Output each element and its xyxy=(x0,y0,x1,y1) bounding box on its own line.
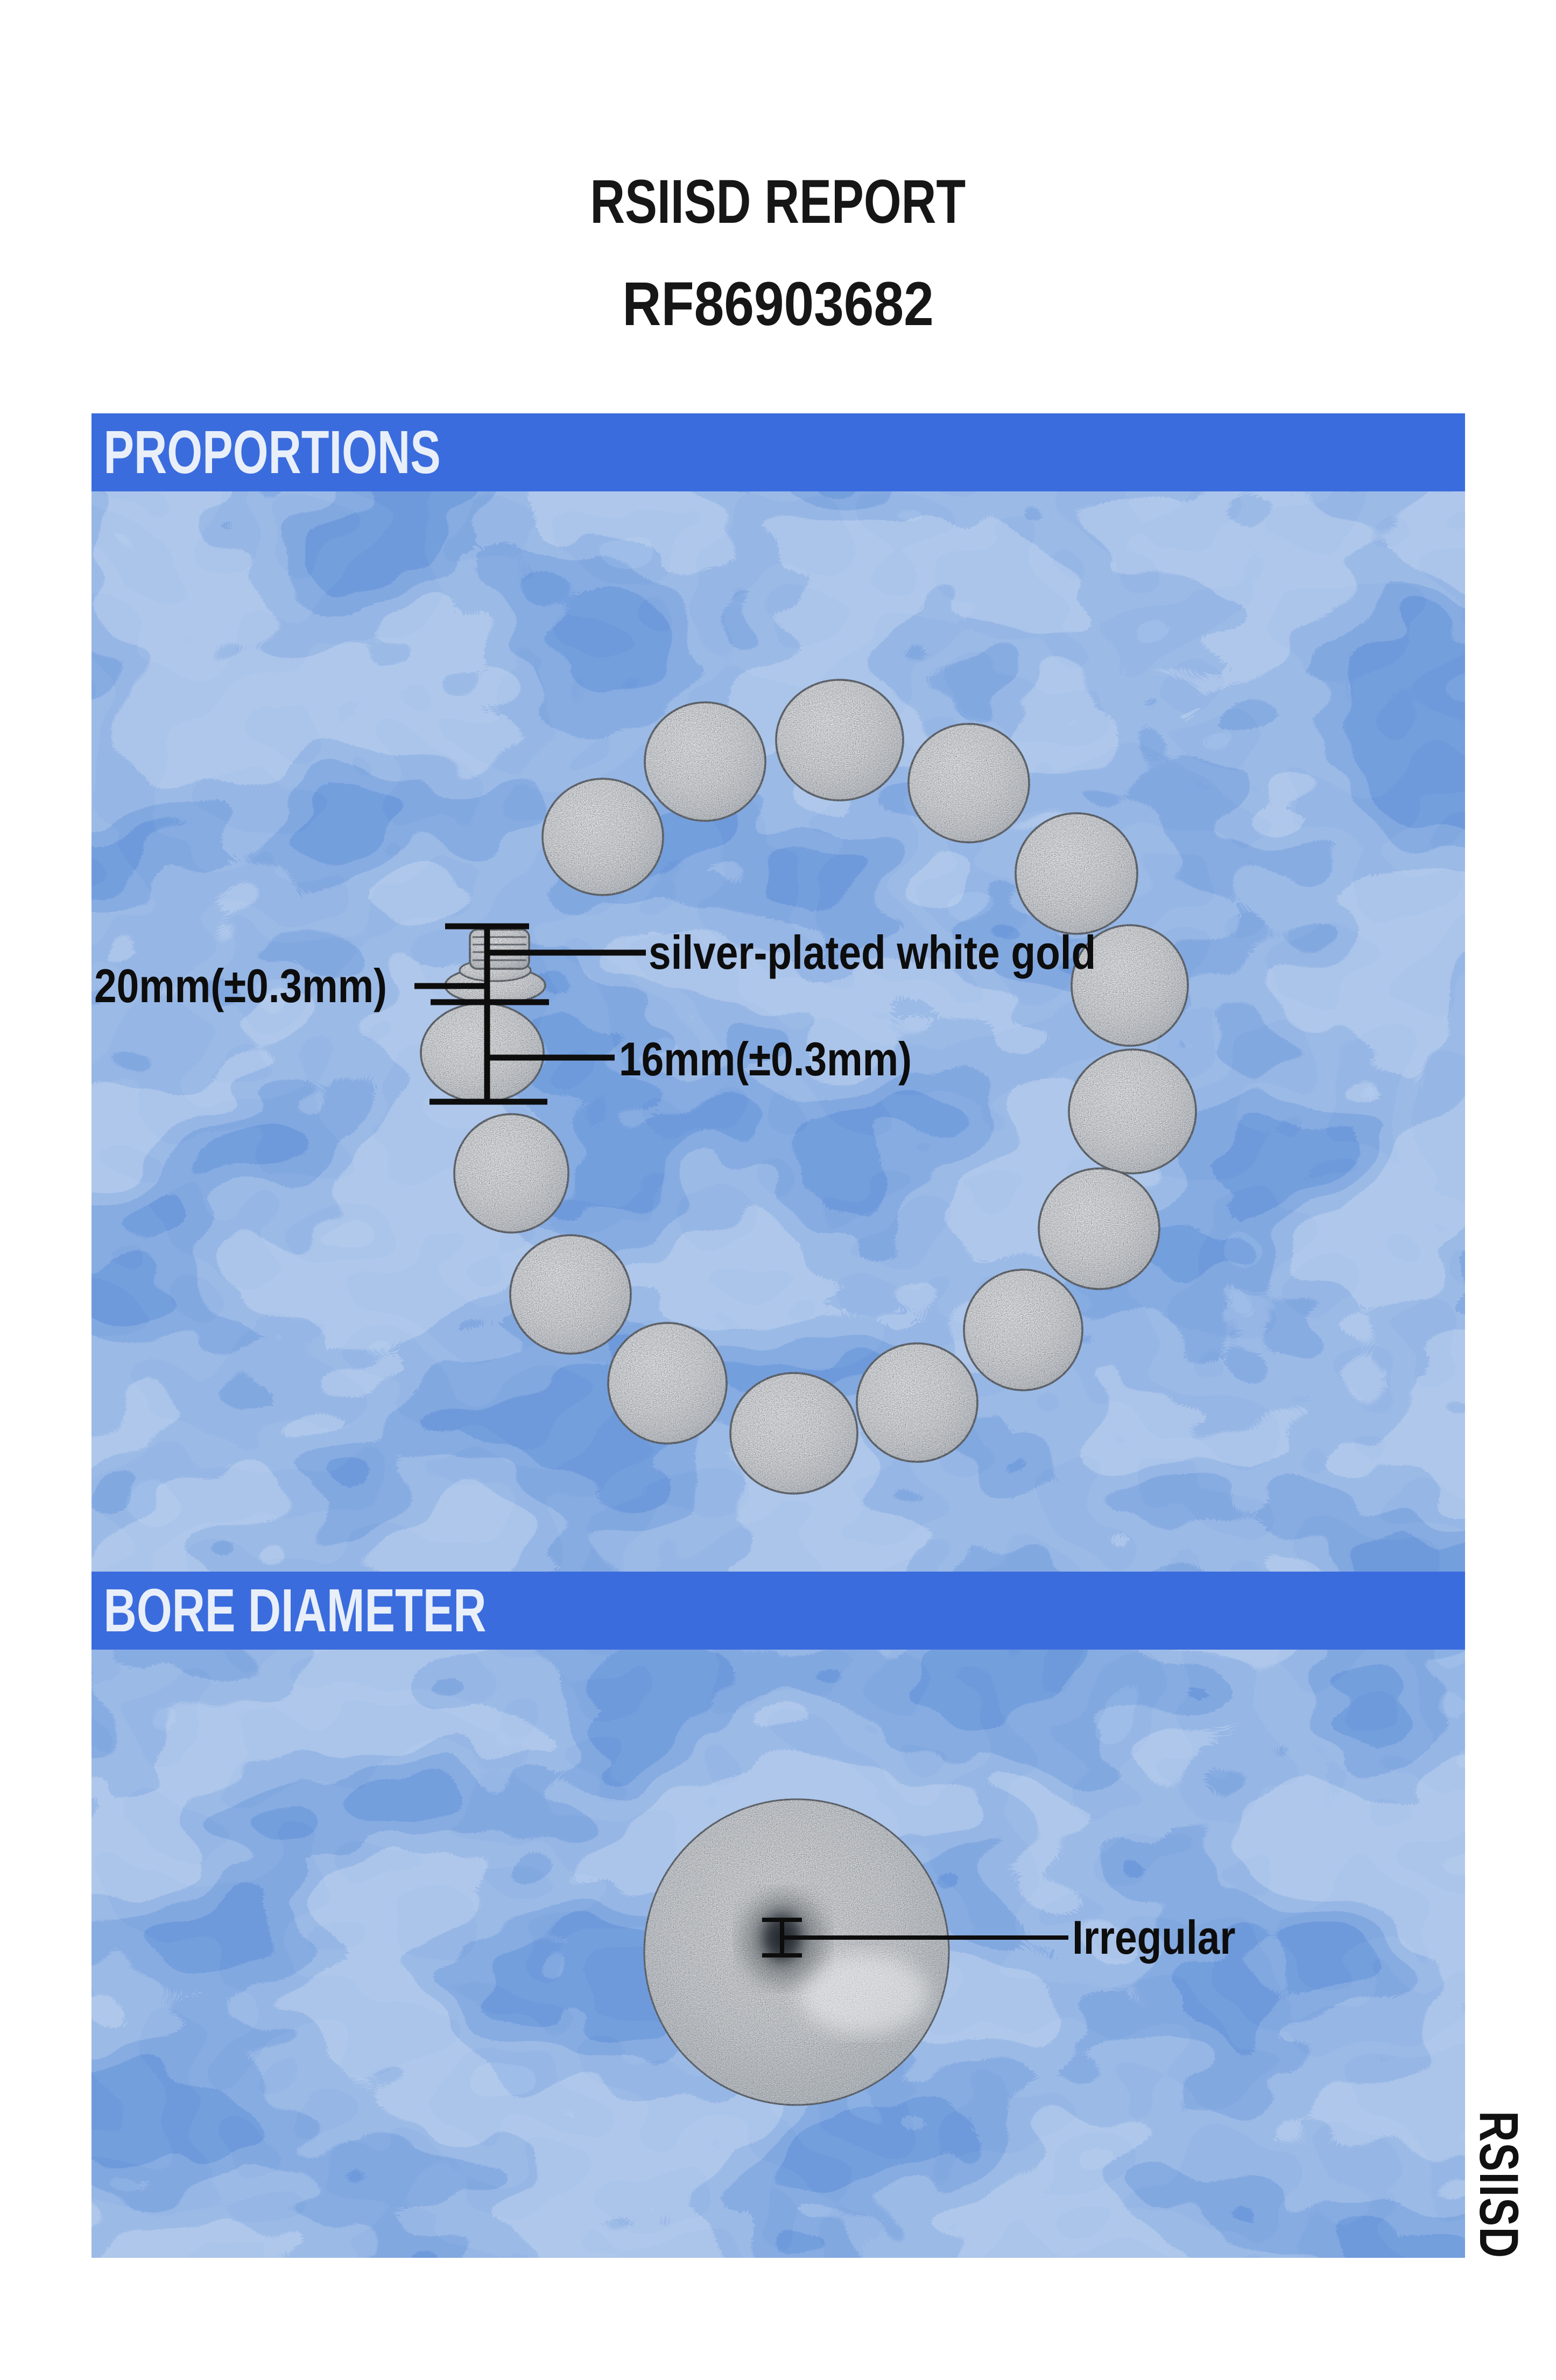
bracelet-clasp xyxy=(445,930,545,1004)
bead xyxy=(454,1114,568,1233)
section-header-bore-diameter xyxy=(91,1572,1465,1650)
section-header-proportions xyxy=(91,413,1465,491)
bead xyxy=(510,1235,631,1354)
bead xyxy=(730,1373,857,1494)
textured-shapes xyxy=(421,680,1196,2105)
bead-highlight xyxy=(799,1954,928,2034)
section-header-bore-diameter-text: BORE DIAMETER xyxy=(103,1576,487,1644)
bead xyxy=(608,1323,727,1444)
bead xyxy=(909,724,1029,842)
page-title-text: RSIISD REPORT xyxy=(590,167,966,236)
bead-size-annotation: 16mm(±0.3mm) xyxy=(619,1032,912,1086)
jewelry-illustration xyxy=(91,413,1465,2258)
bracelet-beads xyxy=(421,680,1196,1494)
bead xyxy=(1016,813,1137,934)
bead xyxy=(964,1270,1082,1390)
page-title xyxy=(0,168,1556,236)
bead xyxy=(421,1003,544,1102)
clasp-cap xyxy=(470,930,529,969)
bead xyxy=(1069,1050,1196,1173)
bore-shape-annotation: Irregular xyxy=(1072,1911,1236,1964)
report-code xyxy=(0,270,1556,339)
report-code-text: RF86903682 xyxy=(622,270,934,339)
section-header-proportions-text: PROPORTIONS xyxy=(103,418,441,486)
bead xyxy=(857,1343,977,1462)
bead xyxy=(1039,1168,1159,1289)
report-panel xyxy=(91,413,1465,2258)
bead xyxy=(543,779,663,895)
clasp-size-annotation: 20mm(±0.3mm) xyxy=(94,959,388,1012)
clasp-material-annotation: silver-plated white gold xyxy=(649,926,1096,979)
bead xyxy=(645,702,765,821)
bead xyxy=(776,680,903,800)
brand-side-label: RSIISD xyxy=(1468,2111,1530,2259)
